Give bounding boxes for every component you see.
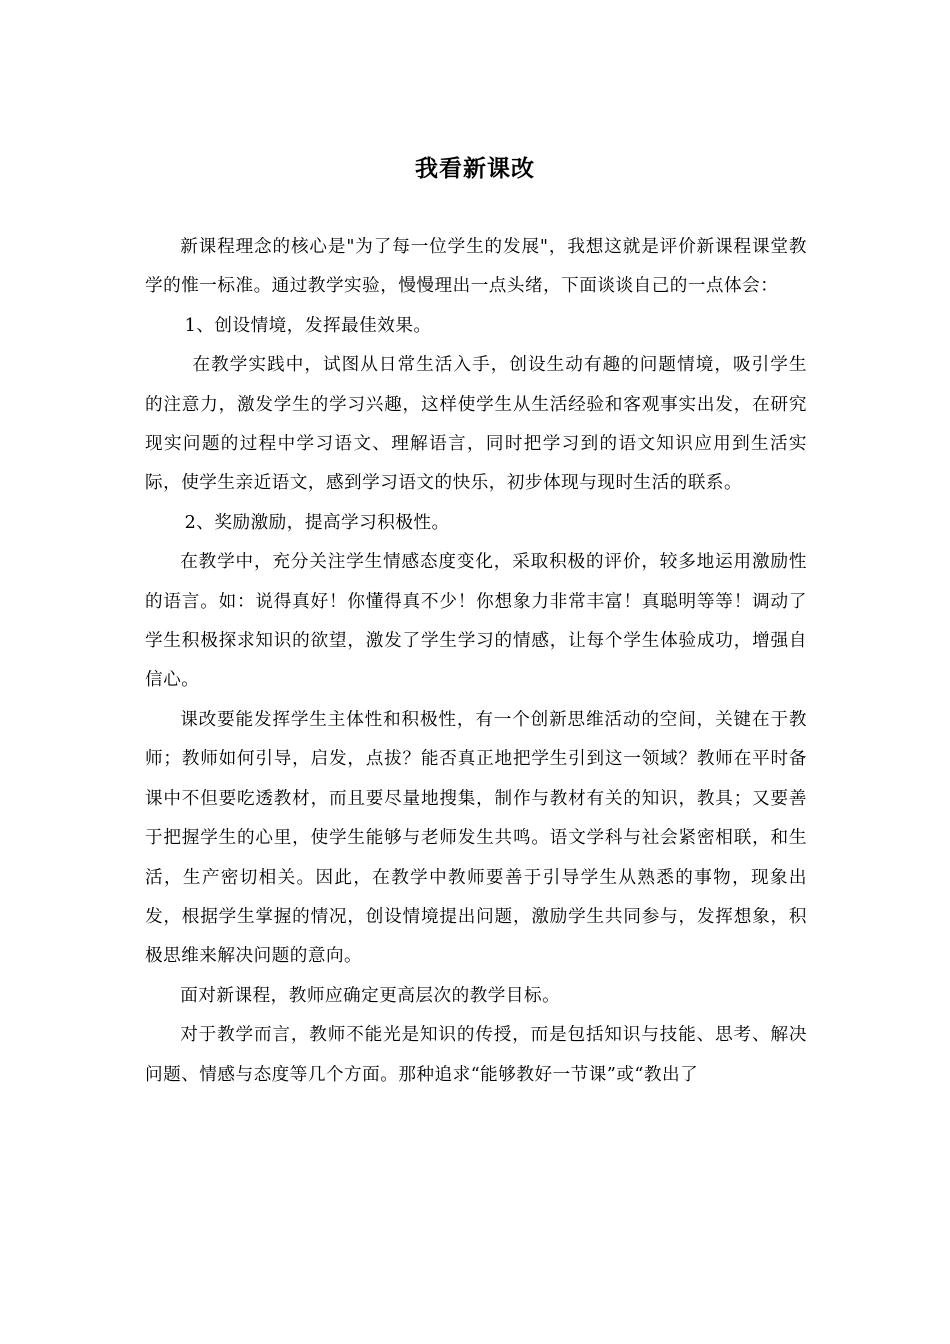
paragraph-section-2: 在教学中，充分关注学生情感态度变化，采取积极的评价，较多地运用激励性的语言。如：说得真好！你懂得真不少！你想象力非常丰富！真聪明等等！调动了学生积极探求知识的欲望，激发了学生学习的情感，让每个学生体验成功，增强自信心。 bbox=[145, 552, 807, 691]
paragraph-section-1: 在教学实践中，试图从日常生活入手，创设生动有趣的问题情境，吸引学生的注意力，激发学生的学习兴趣，这样使学生从生活经验和客观事实出发，在研究现实问题的过程中学习语文、理解语言，同时把学习到的语文知识应用到生活实际，使学生亲近语文，感到学习语文的快乐，初步体现与现时生活的联系。 bbox=[145, 355, 807, 494]
paragraph-intro: 新课程理念的核心是"为了每一位学生的发展"，我想这就是评价新课程课堂教学的惟一标准。通过教学实验，慢慢理出一点头绪，下面谈谈自己的一点体会： bbox=[145, 237, 807, 297]
paragraph-teaching-aims: 对于教学而言，教师不能光是知识的传授，而是包括知识与技能、思考、解决问题、情感与态度等几个方面。那种追求“能够教好一节课”或“教出了 bbox=[145, 1025, 807, 1085]
section-heading-2: 2、奖励激励，提高学习积极性。 bbox=[184, 512, 450, 533]
section-heading-1: 1、创设情境，发挥最佳效果。 bbox=[184, 315, 432, 336]
paragraph-teacher-role: 课改要能发挥学生主体性和积极性，有一个创新思维活动的空间，关键在于教师；教师如何引导，启发，点拔？能否真正地把学生引到这一领域？教师在平时备课中不但要吃透教材，而且要尽量地搜集，制作与教材有关的知识，教具；又要善于把握学生的心里，使学生能够与老师发生共鸣。语文学科与社会紧密相联，和生活，生产密切相关。因此，在教学中教师要善于引导学生从熟悉的事物，现象出发，根据学生掌握的情况，创设情境提出问题，激励学生共同参与，发挥想象，积极思维来解决问题的意向。 bbox=[145, 709, 807, 967]
paragraph-higher-goals: 面对新课程，教师应确定更高层次的教学目标。 bbox=[180, 985, 561, 1006]
document-title: 我看新课改 bbox=[415, 156, 535, 182]
document-body bbox=[145, 228, 807, 1095]
